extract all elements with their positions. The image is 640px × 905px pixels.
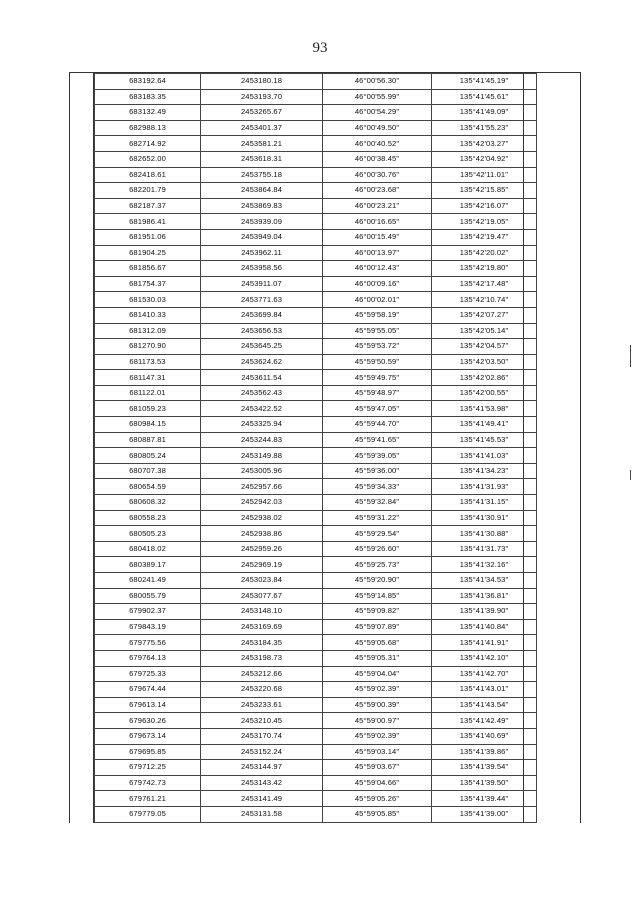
table-row — [95, 354, 537, 370]
scan-margin-mark — [630, 345, 631, 367]
y-coordinate-cell: 2453148.10 — [201, 604, 323, 620]
latitude-cell: 45°59'14.85" — [323, 588, 432, 604]
y-coordinate-cell: 2453939.09 — [201, 214, 323, 230]
x-coordinate-cell: 682714.92 — [95, 136, 201, 152]
x-coordinate-cell: 679742.73 — [95, 775, 201, 791]
x-coordinate-cell: 680055.79 — [95, 588, 201, 604]
y-coordinate-cell: 2453198.73 — [201, 650, 323, 666]
latitude-cell: 46°00'09.16" — [323, 276, 432, 292]
x-coordinate-cell: 681410.33 — [95, 307, 201, 323]
y-coordinate-cell: 2453656.53 — [201, 323, 323, 339]
x-coordinate-cell: 680418.02 — [95, 541, 201, 557]
x-coordinate-cell: 683132.49 — [95, 105, 201, 121]
y-coordinate-cell: 2453869.83 — [201, 198, 323, 214]
table-row — [95, 292, 537, 308]
latitude-cell: 46°00'54.29" — [323, 105, 432, 121]
table-row — [95, 682, 537, 698]
longitude-cell: 135°42'20.02" — [432, 245, 537, 261]
y-coordinate-cell: 2453180.18 — [201, 74, 323, 90]
latitude-cell: 45°59'48.97" — [323, 385, 432, 401]
latitude-cell: 45°59'09.82" — [323, 604, 432, 620]
latitude-cell: 45°59'26.60" — [323, 541, 432, 557]
longitude-cell: 135°41'45.19" — [432, 74, 537, 90]
x-coordinate-cell: 680241.49 — [95, 573, 201, 589]
latitude-cell: 46°00'30.76" — [323, 167, 432, 183]
x-coordinate-cell: 681270.90 — [95, 339, 201, 355]
latitude-cell: 45°59'00.39" — [323, 697, 432, 713]
table-row — [95, 245, 537, 261]
table-row — [95, 136, 537, 152]
latitude-cell: 46°00'13.97" — [323, 245, 432, 261]
x-coordinate-cell: 680558.23 — [95, 510, 201, 526]
table-row — [95, 229, 537, 245]
longitude-cell: 135°42'00.55" — [432, 385, 537, 401]
latitude-cell: 45°59'04.66" — [323, 775, 432, 791]
latitude-cell: 45°59'49.75" — [323, 370, 432, 386]
table-row — [95, 151, 537, 167]
longitude-cell: 135°42'19.47" — [432, 229, 537, 245]
table-row — [95, 261, 537, 277]
latitude-cell: 46°00'23.68" — [323, 183, 432, 199]
latitude-cell: 45°59'03.14" — [323, 744, 432, 760]
table-row — [95, 74, 537, 90]
right-blank-column — [523, 73, 524, 823]
x-coordinate-cell: 682201.79 — [95, 183, 201, 199]
x-coordinate-cell: 680887.81 — [95, 432, 201, 448]
latitude-cell: 46°00'12.43" — [323, 261, 432, 277]
coordinates-table-body — [95, 74, 537, 823]
table-row — [95, 307, 537, 323]
table-row — [95, 183, 537, 199]
x-coordinate-cell: 679613.14 — [95, 697, 201, 713]
latitude-cell: 46°00'40.52" — [323, 136, 432, 152]
table-row — [95, 479, 537, 495]
coordinates-table-frame — [69, 72, 581, 823]
y-coordinate-cell: 2452938.02 — [201, 510, 323, 526]
y-coordinate-cell: 2453149.88 — [201, 448, 323, 464]
longitude-cell: 135°41'42.10" — [432, 650, 537, 666]
longitude-cell: 135°41'39.54" — [432, 760, 537, 776]
x-coordinate-cell: 680707.38 — [95, 463, 201, 479]
y-coordinate-cell: 2453645.25 — [201, 339, 323, 355]
y-coordinate-cell: 2453562.43 — [201, 385, 323, 401]
longitude-cell: 135°41'39.50" — [432, 775, 537, 791]
x-coordinate-cell: 680608.32 — [95, 495, 201, 511]
left-stub-column — [93, 73, 94, 823]
x-coordinate-cell: 679630.26 — [95, 713, 201, 729]
y-coordinate-cell: 2453143.42 — [201, 775, 323, 791]
latitude-cell: 45°59'44.70" — [323, 417, 432, 433]
longitude-cell: 135°42'05.14" — [432, 323, 537, 339]
y-coordinate-cell: 2453210.45 — [201, 713, 323, 729]
latitude-cell: 45°59'53.72" — [323, 339, 432, 355]
table-row — [95, 744, 537, 760]
latitude-cell: 45°59'39.05" — [323, 448, 432, 464]
latitude-cell: 45°59'05.26" — [323, 791, 432, 807]
y-coordinate-cell: 2453220.68 — [201, 682, 323, 698]
latitude-cell: 45°59'36.00" — [323, 463, 432, 479]
longitude-cell: 135°42'07.27" — [432, 307, 537, 323]
y-coordinate-cell: 2453141.49 — [201, 791, 323, 807]
longitude-cell: 135°42'03.27" — [432, 136, 537, 152]
x-coordinate-cell: 679761.21 — [95, 791, 201, 807]
x-coordinate-cell: 680984.15 — [95, 417, 201, 433]
scan-margin-mark — [630, 470, 631, 480]
y-coordinate-cell: 2453911.07 — [201, 276, 323, 292]
longitude-cell: 135°41'34.23" — [432, 463, 537, 479]
longitude-cell: 135°41'49.41" — [432, 417, 537, 433]
x-coordinate-cell: 681059.23 — [95, 401, 201, 417]
longitude-cell: 135°41'43.01" — [432, 682, 537, 698]
latitude-cell: 45°59'50.59" — [323, 354, 432, 370]
longitude-cell: 135°42'03.50" — [432, 354, 537, 370]
x-coordinate-cell: 681122.01 — [95, 385, 201, 401]
table-row — [95, 89, 537, 105]
x-coordinate-cell: 679764.13 — [95, 650, 201, 666]
x-coordinate-cell: 681530.03 — [95, 292, 201, 308]
latitude-cell: 45°59'05.31" — [323, 650, 432, 666]
longitude-cell: 135°41'41.91" — [432, 635, 537, 651]
page-number: 93 — [312, 40, 328, 56]
y-coordinate-cell: 2453864.84 — [201, 183, 323, 199]
latitude-cell: 45°59'31.22" — [323, 510, 432, 526]
x-coordinate-cell: 679712.25 — [95, 760, 201, 776]
y-coordinate-cell: 2453184.35 — [201, 635, 323, 651]
latitude-cell: 45°59'55.05" — [323, 323, 432, 339]
table-row — [95, 713, 537, 729]
y-coordinate-cell: 2453144.97 — [201, 760, 323, 776]
longitude-cell: 135°41'31.73" — [432, 541, 537, 557]
y-coordinate-cell: 2453152.24 — [201, 744, 323, 760]
latitude-cell: 45°59'29.54" — [323, 526, 432, 542]
latitude-cell: 45°59'05.85" — [323, 806, 432, 822]
table-row — [95, 495, 537, 511]
longitude-cell: 135°41'45.53" — [432, 432, 537, 448]
y-coordinate-cell: 2453169.69 — [201, 619, 323, 635]
table-row — [95, 697, 537, 713]
x-coordinate-cell: 679674.44 — [95, 682, 201, 698]
table-row — [95, 635, 537, 651]
latitude-cell: 45°59'02.39" — [323, 682, 432, 698]
x-coordinate-cell: 679725.33 — [95, 666, 201, 682]
longitude-cell: 135°42'19.05" — [432, 214, 537, 230]
longitude-cell: 135°42'17.48" — [432, 276, 537, 292]
latitude-cell: 45°59'25.73" — [323, 557, 432, 573]
latitude-cell: 45°59'47.05" — [323, 401, 432, 417]
x-coordinate-cell: 679673.14 — [95, 728, 201, 744]
x-coordinate-cell: 680805.24 — [95, 448, 201, 464]
table-row — [95, 526, 537, 542]
longitude-cell: 135°41'40.84" — [432, 619, 537, 635]
table-row — [95, 385, 537, 401]
x-coordinate-cell: 679843.19 — [95, 619, 201, 635]
x-coordinate-cell: 682187.37 — [95, 198, 201, 214]
y-coordinate-cell: 2453193.70 — [201, 89, 323, 105]
latitude-cell: 45°59'41.65" — [323, 432, 432, 448]
longitude-cell: 135°41'53.98" — [432, 401, 537, 417]
y-coordinate-cell: 2453699.84 — [201, 307, 323, 323]
table-row — [95, 557, 537, 573]
table-row — [95, 604, 537, 620]
y-coordinate-cell: 2453170.74 — [201, 728, 323, 744]
y-coordinate-cell: 2453958.56 — [201, 261, 323, 277]
table-row — [95, 791, 537, 807]
table-row — [95, 588, 537, 604]
y-coordinate-cell: 2453325.94 — [201, 417, 323, 433]
y-coordinate-cell: 2453771.63 — [201, 292, 323, 308]
latitude-cell: 45°59'34.33" — [323, 479, 432, 495]
latitude-cell: 45°59'58.19" — [323, 307, 432, 323]
longitude-cell: 135°41'39.86" — [432, 744, 537, 760]
x-coordinate-cell: 680389.17 — [95, 557, 201, 573]
y-coordinate-cell: 2453401.37 — [201, 120, 323, 136]
latitude-cell: 46°00'15.49" — [323, 229, 432, 245]
longitude-cell: 135°41'39.44" — [432, 791, 537, 807]
longitude-cell: 135°42'15.85" — [432, 183, 537, 199]
table-row — [95, 806, 537, 822]
x-coordinate-cell: 681856.67 — [95, 261, 201, 277]
longitude-cell: 135°42'02.86" — [432, 370, 537, 386]
latitude-cell: 46°00'55.99" — [323, 89, 432, 105]
table-row — [95, 370, 537, 386]
x-coordinate-cell: 679775.56 — [95, 635, 201, 651]
table-row — [95, 432, 537, 448]
longitude-cell: 135°41'55.23" — [432, 120, 537, 136]
table-row — [95, 666, 537, 682]
x-coordinate-cell: 679902.37 — [95, 604, 201, 620]
table-row — [95, 448, 537, 464]
longitude-cell: 135°41'30.91" — [432, 510, 537, 526]
x-coordinate-cell: 682652.00 — [95, 151, 201, 167]
y-coordinate-cell: 2452957.66 — [201, 479, 323, 495]
table-row — [95, 401, 537, 417]
longitude-cell: 135°41'31.15" — [432, 495, 537, 511]
longitude-cell: 135°41'49.09" — [432, 105, 537, 121]
table-row — [95, 510, 537, 526]
longitude-cell: 135°42'19.80" — [432, 261, 537, 277]
latitude-cell: 45°59'05.68" — [323, 635, 432, 651]
latitude-cell: 46°00'56.30" — [323, 74, 432, 90]
latitude-cell: 46°00'16.65" — [323, 214, 432, 230]
x-coordinate-cell: 681173.53 — [95, 354, 201, 370]
table-row — [95, 619, 537, 635]
longitude-cell: 135°41'40.69" — [432, 728, 537, 744]
latitude-cell: 46°00'23.21" — [323, 198, 432, 214]
latitude-cell: 45°59'20.90" — [323, 573, 432, 589]
y-coordinate-cell: 2453077.67 — [201, 588, 323, 604]
table-row — [95, 728, 537, 744]
y-coordinate-cell: 2453212.66 — [201, 666, 323, 682]
table-row — [95, 650, 537, 666]
x-coordinate-cell: 681312.09 — [95, 323, 201, 339]
x-coordinate-cell: 683192.64 — [95, 74, 201, 90]
y-coordinate-cell: 2453611.54 — [201, 370, 323, 386]
y-coordinate-cell: 2453949.04 — [201, 229, 323, 245]
y-coordinate-cell: 2452942.03 — [201, 495, 323, 511]
table-row — [95, 573, 537, 589]
table-row — [95, 214, 537, 230]
y-coordinate-cell: 2453422.52 — [201, 401, 323, 417]
longitude-cell: 135°41'39.90" — [432, 604, 537, 620]
x-coordinate-cell: 680654.59 — [95, 479, 201, 495]
table-row — [95, 323, 537, 339]
latitude-cell: 45°59'03.67" — [323, 760, 432, 776]
x-coordinate-cell: 681951.06 — [95, 229, 201, 245]
x-coordinate-cell: 683183.35 — [95, 89, 201, 105]
longitude-cell: 135°41'32.16" — [432, 557, 537, 573]
latitude-cell: 45°59'07.89" — [323, 619, 432, 635]
x-coordinate-cell: 681904.25 — [95, 245, 201, 261]
latitude-cell: 45°59'04.04" — [323, 666, 432, 682]
y-coordinate-cell: 2453023.84 — [201, 573, 323, 589]
longitude-cell: 135°41'36.81" — [432, 588, 537, 604]
y-coordinate-cell: 2453233.61 — [201, 697, 323, 713]
longitude-cell: 135°42'04.57" — [432, 339, 537, 355]
table-row — [95, 775, 537, 791]
x-coordinate-cell: 682988.13 — [95, 120, 201, 136]
table-row — [95, 339, 537, 355]
table-row — [95, 760, 537, 776]
longitude-cell: 135°41'34.53" — [432, 573, 537, 589]
longitude-cell: 135°41'30.88" — [432, 526, 537, 542]
coordinates-table — [94, 73, 537, 823]
table-row — [95, 120, 537, 136]
longitude-cell: 135°41'41.03" — [432, 448, 537, 464]
table-row — [95, 105, 537, 121]
longitude-cell: 135°41'42.49" — [432, 713, 537, 729]
table-row — [95, 198, 537, 214]
y-coordinate-cell: 2452959.26 — [201, 541, 323, 557]
y-coordinate-cell: 2453618.31 — [201, 151, 323, 167]
longitude-cell: 135°41'39.00" — [432, 806, 537, 822]
longitude-cell: 135°42'11.01" — [432, 167, 537, 183]
y-coordinate-cell: 2453624.62 — [201, 354, 323, 370]
y-coordinate-cell: 2453005.96 — [201, 463, 323, 479]
x-coordinate-cell: 680505.23 — [95, 526, 201, 542]
x-coordinate-cell: 681986.41 — [95, 214, 201, 230]
x-coordinate-cell: 679695.85 — [95, 744, 201, 760]
y-coordinate-cell: 2453962.11 — [201, 245, 323, 261]
latitude-cell: 46°00'02.01" — [323, 292, 432, 308]
latitude-cell: 46°00'49.50" — [323, 120, 432, 136]
longitude-cell: 135°41'43.54" — [432, 697, 537, 713]
y-coordinate-cell: 2453581.21 — [201, 136, 323, 152]
longitude-cell: 135°42'16.07" — [432, 198, 537, 214]
y-coordinate-cell: 2452969.19 — [201, 557, 323, 573]
longitude-cell: 135°41'31.93" — [432, 479, 537, 495]
y-coordinate-cell: 2453755.18 — [201, 167, 323, 183]
table-row — [95, 276, 537, 292]
x-coordinate-cell: 682418.61 — [95, 167, 201, 183]
x-coordinate-cell: 679779.05 — [95, 806, 201, 822]
longitude-cell: 135°42'04.92" — [432, 151, 537, 167]
y-coordinate-cell: 2453131.58 — [201, 806, 323, 822]
table-row — [95, 541, 537, 557]
longitude-cell: 135°42'10.74" — [432, 292, 537, 308]
longitude-cell: 135°41'45.61" — [432, 89, 537, 105]
y-coordinate-cell: 2453244.83 — [201, 432, 323, 448]
latitude-cell: 46°00'38.45" — [323, 151, 432, 167]
x-coordinate-cell: 681147.31 — [95, 370, 201, 386]
latitude-cell: 45°59'00.97" — [323, 713, 432, 729]
latitude-cell: 45°59'32.84" — [323, 495, 432, 511]
x-coordinate-cell: 681754.37 — [95, 276, 201, 292]
table-row — [95, 417, 537, 433]
y-coordinate-cell: 2452938.86 — [201, 526, 323, 542]
latitude-cell: 45°59'02.39" — [323, 728, 432, 744]
table-row — [95, 167, 537, 183]
table-row — [95, 463, 537, 479]
y-coordinate-cell: 2453265.67 — [201, 105, 323, 121]
longitude-cell: 135°41'42.70" — [432, 666, 537, 682]
